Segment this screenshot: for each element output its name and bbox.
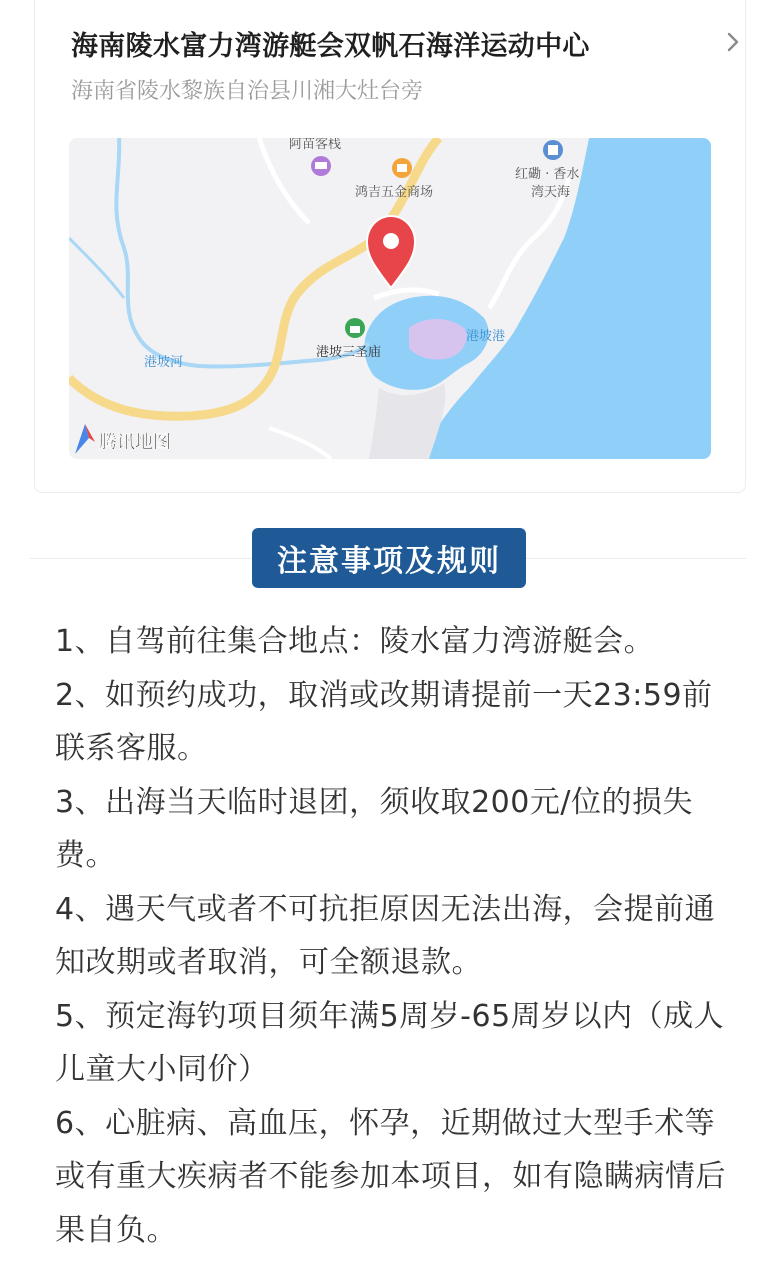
map-label-resort-1: 红磡 · 香水 — [515, 167, 580, 182]
location-address: 海南省陵水黎族自治县川湘大灶台旁 — [71, 79, 424, 104]
rule-item: 2、如预约成功，取消或改期请提前一天23:59前联系客服。 — [55, 677, 713, 766]
map-label-temple: 港坡三圣庙 — [316, 345, 382, 360]
map-label-resort-2: 湾天海 — [531, 185, 571, 200]
rule-item: 5、预定海钓项目须年满5周岁-65周岁以内（成人儿童大小同价） — [55, 998, 725, 1087]
location-map[interactable] — [69, 138, 711, 459]
rule-item: 3、出海当天临时退团，须收取200元/位的损失费。 — [55, 784, 693, 873]
map-label-harbor: 港坡港 — [466, 329, 506, 344]
location-card — [34, 0, 746, 493]
rule-item: 6、心脏病、高血压，怀孕，近期做过大型手术等或有重大疾病者不能参加本项目，如有隐瞒病情后果自负。 — [55, 1105, 726, 1248]
location-title[interactable]: 海南陵水富力湾游艇会双帆石海洋运动中心 — [71, 31, 590, 62]
location-row[interactable] — [71, 24, 711, 68]
rules-list — [55, 615, 735, 1257]
map-label-inn: 阿苗客栈 — [289, 138, 342, 152]
map-label-river: 港坡河 — [144, 355, 184, 370]
rule-item: 4、遇天气或者不可抗拒原因无法出海，会提前通知改期或者取消，可全额退款。 — [55, 891, 716, 980]
map-provider-label: 腾讯地图 — [99, 432, 171, 453]
chevron-right-icon[interactable] — [721, 30, 745, 54]
section-title-badge: 注意事项及规则 — [252, 528, 526, 588]
map-label-hardware: 鸿吉五金商场 — [355, 185, 434, 200]
rule-item: 1、自驾前往集合地点：陵水富力湾游艇会。 — [55, 624, 655, 659]
